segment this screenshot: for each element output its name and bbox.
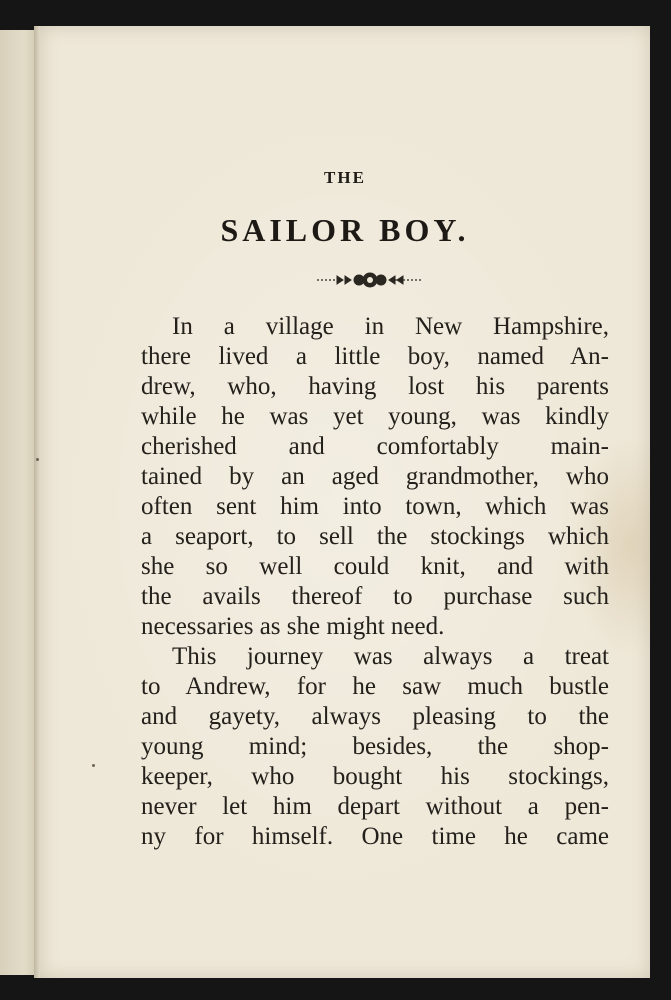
body-text — [141, 312, 609, 852]
book-page — [40, 26, 650, 978]
text-line: and gayety, always pleasing to the — [141, 703, 609, 730]
text-line: young mind; besides, the shop- — [141, 733, 609, 760]
text-line: This journey was always a treat — [172, 643, 609, 670]
text-line: while he was yet young, was kindly — [141, 403, 609, 430]
chapter-title: SAILOR BOY. — [220, 212, 470, 248]
paper-blemish — [92, 764, 95, 767]
text-line: ny for himself. One time he came — [141, 823, 609, 850]
text-line: to Andrew, for he saw much bustle — [141, 673, 609, 700]
text-line: tained by an aged grandmother, who — [141, 463, 609, 490]
text-line: there lived a little boy, named An- — [141, 343, 609, 370]
text-line: never let him depart without a pen- — [141, 793, 609, 820]
text-line: the avails thereof to purchase such — [141, 583, 609, 610]
text-line: necessaries as she might need. — [141, 613, 445, 640]
fleuron-ornament-icon — [315, 270, 425, 290]
chapter-heading-prefix: THE — [324, 168, 366, 187]
text-line: often sent him into town, which was — [141, 493, 609, 520]
text-line: In a village in New Hampshire, — [172, 313, 609, 340]
text-line: she so well could knit, and with — [141, 553, 609, 580]
text-line: cherished and comfortably main- — [141, 433, 609, 460]
text-line: drew, who, having lost his parents — [141, 373, 609, 400]
text-line: keeper, who bought his stockings, — [141, 763, 609, 790]
text-line: a seaport, to sell the stockings which — [141, 523, 609, 550]
paper-blemish — [36, 458, 39, 461]
